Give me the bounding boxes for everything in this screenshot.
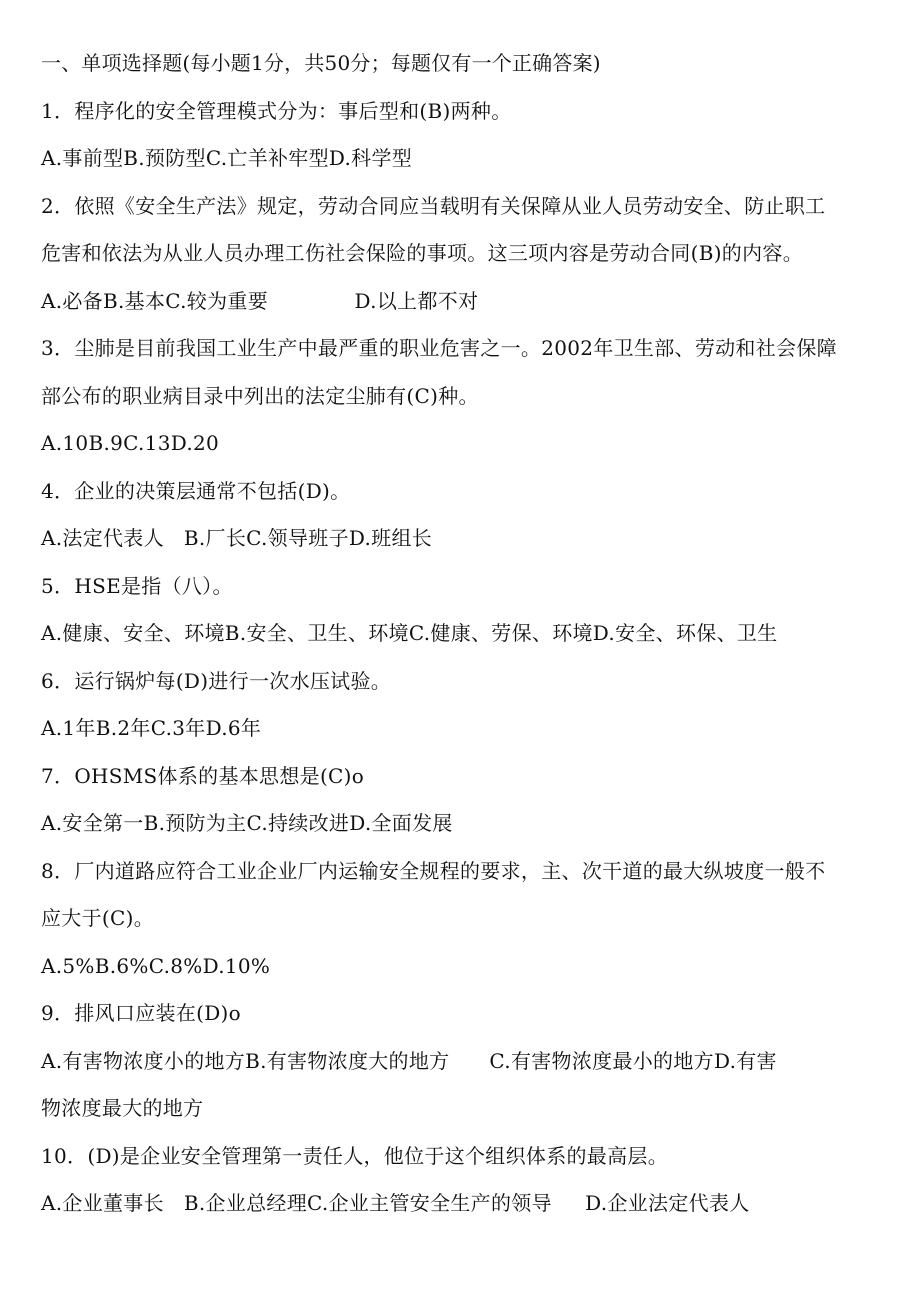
section-title: 一、单项选择题(每小题1分，共50分；每题仅有一个正确答案) [41, 51, 601, 75]
question-6-options: A.1年B.2年C.3年D.6年 [41, 716, 262, 740]
question-8-stem-line-2: 应大于(C)。 [41, 906, 155, 930]
question-3-stem-line-1: 3．尘肺是目前我国工业生产中最严重的职业危害之一。2002年卫生部、劳动和社会保障 [41, 336, 837, 360]
question-1-stem: 1．程序化的安全管理模式分为：事后型和(B)两种。 [41, 98, 512, 123]
question-5-stem: 5．HSE是指（八）。 [41, 573, 233, 598]
question-8-stem-line-1: 8．厂内道路应符合工业企业厂内运输安全规程的要求，主、次干道的最大纵坡度一般不 [41, 858, 826, 883]
question-9-options-line-1: A.有害物浓度小的地方B.有害物浓度大的地方 C.有害物浓度最小的地方D.有害 [41, 1048, 777, 1073]
question-7-stem: 7．OHSMS体系的基本思想是(C)o [41, 763, 365, 788]
question-1-options: A.事前型B.预防型C.亡羊补牢型D.科学型 [41, 146, 413, 170]
question-8-options: A.5%B.6%C.8%D.10% [41, 953, 271, 978]
question-7-options: A.安全第一B.预防为主C.持续改进D.全面发展 [41, 811, 453, 835]
question-2-stem-line-2: 危害和依法为从业人员办理工伤社会保险的事项。这三项内容是劳动合同(B)的内容。 [41, 241, 804, 265]
question-3-stem-line-2: 部公布的职业病目录中列出的法定尘肺有(C)种。 [41, 383, 479, 408]
question-4-stem: 4．企业的决策层通常不包括(D)。 [41, 478, 351, 503]
question-2-stem-line-1: 2．依照《安全生产法》规定，劳动合同应当载明有关保障从业人员劳动安全、防止职工 [41, 193, 826, 218]
question-10-stem: 10．(D)是企业安全管理第一责任人，他位于这个组织体系的最高层。 [41, 1143, 668, 1168]
document-page [41, 48, 886, 1236]
question-6-stem: 6．运行锅炉每(D)进行一次水压试验。 [41, 668, 392, 693]
question-5-options: A.健康、安全、环境B.安全、卫生、环境C.健康、劳保、环境D.安全、环保、卫生 [41, 621, 778, 645]
question-9-stem: 9．排风口应装在(D)o [41, 1001, 242, 1025]
question-10-options: A.企业董事长 B.企业总经理C.企业主管安全生产的领导 D.企业法定代表人 [41, 1191, 750, 1215]
question-3-options: A.10B.9C.13D.20 [41, 431, 220, 455]
question-4-options: A.法定代表人 B.厂长C.领导班子D.班组长 [41, 526, 433, 550]
question-2-options: A.必备B.基本C.较为重要 D.以上都不对 [41, 288, 479, 313]
question-9-options-line-2: 物浓度最大的地方 [41, 1096, 204, 1120]
